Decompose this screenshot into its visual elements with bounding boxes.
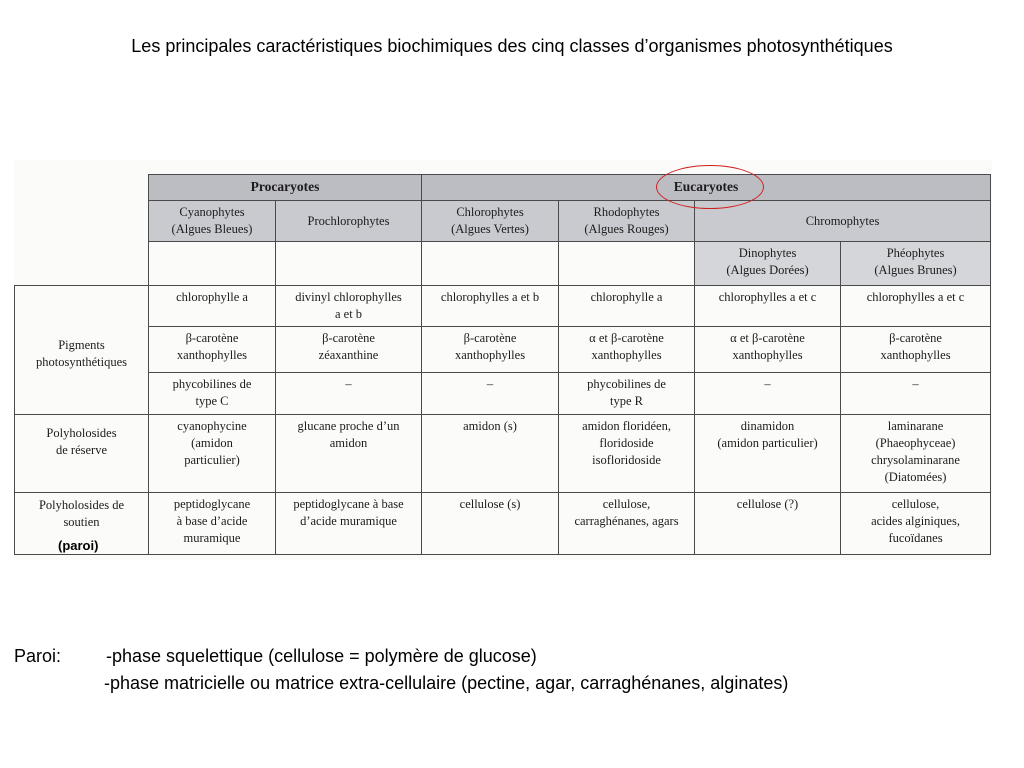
cell-phycobilin-cyanophytes: phycobilines de type C	[149, 373, 276, 415]
cell-soutien-dinophytes: cellulose (?)	[695, 493, 841, 555]
notes-line-2: -phase matricielle ou matrice extra-cellulaire (pectine, agar, carraghénanes, alginates)	[104, 673, 789, 693]
cell-carotene-rhodophytes: α et β-carotène xanthophylles	[559, 327, 695, 373]
cell-soutien-pheophytes: cellulose, acides alginiques, fucoïdanes	[841, 493, 991, 555]
biochemistry-table	[14, 174, 991, 555]
cell-phycobilin-prochlorophytes: –	[276, 373, 422, 415]
cell-phycobilin-rhodophytes: phycobilines de type R	[559, 373, 695, 415]
cell-reserve-chlorophytes: amidon (s)	[422, 415, 559, 493]
cell-reserve-prochlorophytes: glucane proche d’un amidon	[276, 415, 422, 493]
cell-chlorophyll-rhodophytes: chlorophylle a	[559, 286, 695, 327]
cell-reserve-rhodophytes: amidon floridéen, floridoside isofloridoside	[559, 415, 695, 493]
row-header-pigments: Pigments photosynthétiques	[15, 286, 149, 415]
row-header-reserve: Polyholosides de réserve	[15, 415, 149, 493]
subclass-dinophytes: Dinophytes (Algues Dorées)	[695, 242, 841, 286]
subclass-pheophytes: Phéophytes (Algues Brunes)	[841, 242, 991, 286]
cell-reserve-dinophytes: dinamidon (amidon particulier)	[695, 415, 841, 493]
cell-chlorophyll-cyanophytes: chlorophylle a	[149, 286, 276, 327]
notes-line-1: -phase squelettique (cellulose = polymère de glucose)	[106, 646, 537, 666]
cell-carotene-dinophytes: α et β-carotène xanthophylles	[695, 327, 841, 373]
cell-chlorophyll-dinophytes: chlorophylles a et c	[695, 286, 841, 327]
slide-title: Les principales caractéristiques biochimiques des cinq classes d’organismes photosynthétiques	[131, 36, 893, 56]
cell-reserve-pheophytes: laminarane (Phaeophyceae) chrysolaminarane (Diatomées)	[841, 415, 991, 493]
cell-carotene-cyanophytes: β-carotène xanthophylles	[149, 327, 276, 373]
header-procaryotes: Procaryotes	[149, 175, 422, 201]
row-header-soutien: Polyholosides de soutien	[15, 493, 149, 555]
class-chromophytes: Chromophytes	[695, 201, 991, 242]
cell-carotene-chlorophytes: β-carotène xanthophylles	[422, 327, 559, 373]
cell-chlorophyll-prochlorophytes: divinyl chlorophylles a et b	[276, 286, 422, 327]
paroi-annotation: (paroi)	[58, 538, 99, 553]
cell-soutien-cyanophytes: peptidoglycane à base d’acide muramique	[149, 493, 276, 555]
eucaryotes-highlight-circle	[656, 165, 764, 209]
cell-soutien-prochlorophytes: peptidoglycane à base d’acide muramique	[276, 493, 422, 555]
class-cyanophytes: Cyanophytes (Algues Bleues)	[149, 201, 276, 242]
cell-phycobilin-dinophytes: –	[695, 373, 841, 415]
cell-chlorophyll-pheophytes: chlorophylles a et c	[841, 286, 991, 327]
cell-reserve-cyanophytes: cyanophycine (amidon particulier)	[149, 415, 276, 493]
cell-soutien-rhodophytes: cellulose, carraghénanes, agars	[559, 493, 695, 555]
class-rhodophytes: Rhodophytes (Algues Rouges)	[559, 201, 695, 242]
cell-soutien-chlorophytes: cellulose (s)	[422, 493, 559, 555]
class-prochlorophytes: Prochlorophytes	[276, 201, 422, 242]
header-eucaryotes: Eucaryotes	[422, 175, 991, 201]
cell-phycobilin-pheophytes: –	[841, 373, 991, 415]
cell-phycobilin-chlorophytes: –	[422, 373, 559, 415]
cell-chlorophyll-chlorophytes: chlorophylles a et b	[422, 286, 559, 327]
class-chlorophytes: Chlorophytes (Algues Vertes)	[422, 201, 559, 242]
notes-label: Paroi:	[14, 646, 62, 666]
cell-carotene-pheophytes: β-carotène xanthophylles	[841, 327, 991, 373]
cell-carotene-prochlorophytes: β-carotène zéaxanthine	[276, 327, 422, 373]
